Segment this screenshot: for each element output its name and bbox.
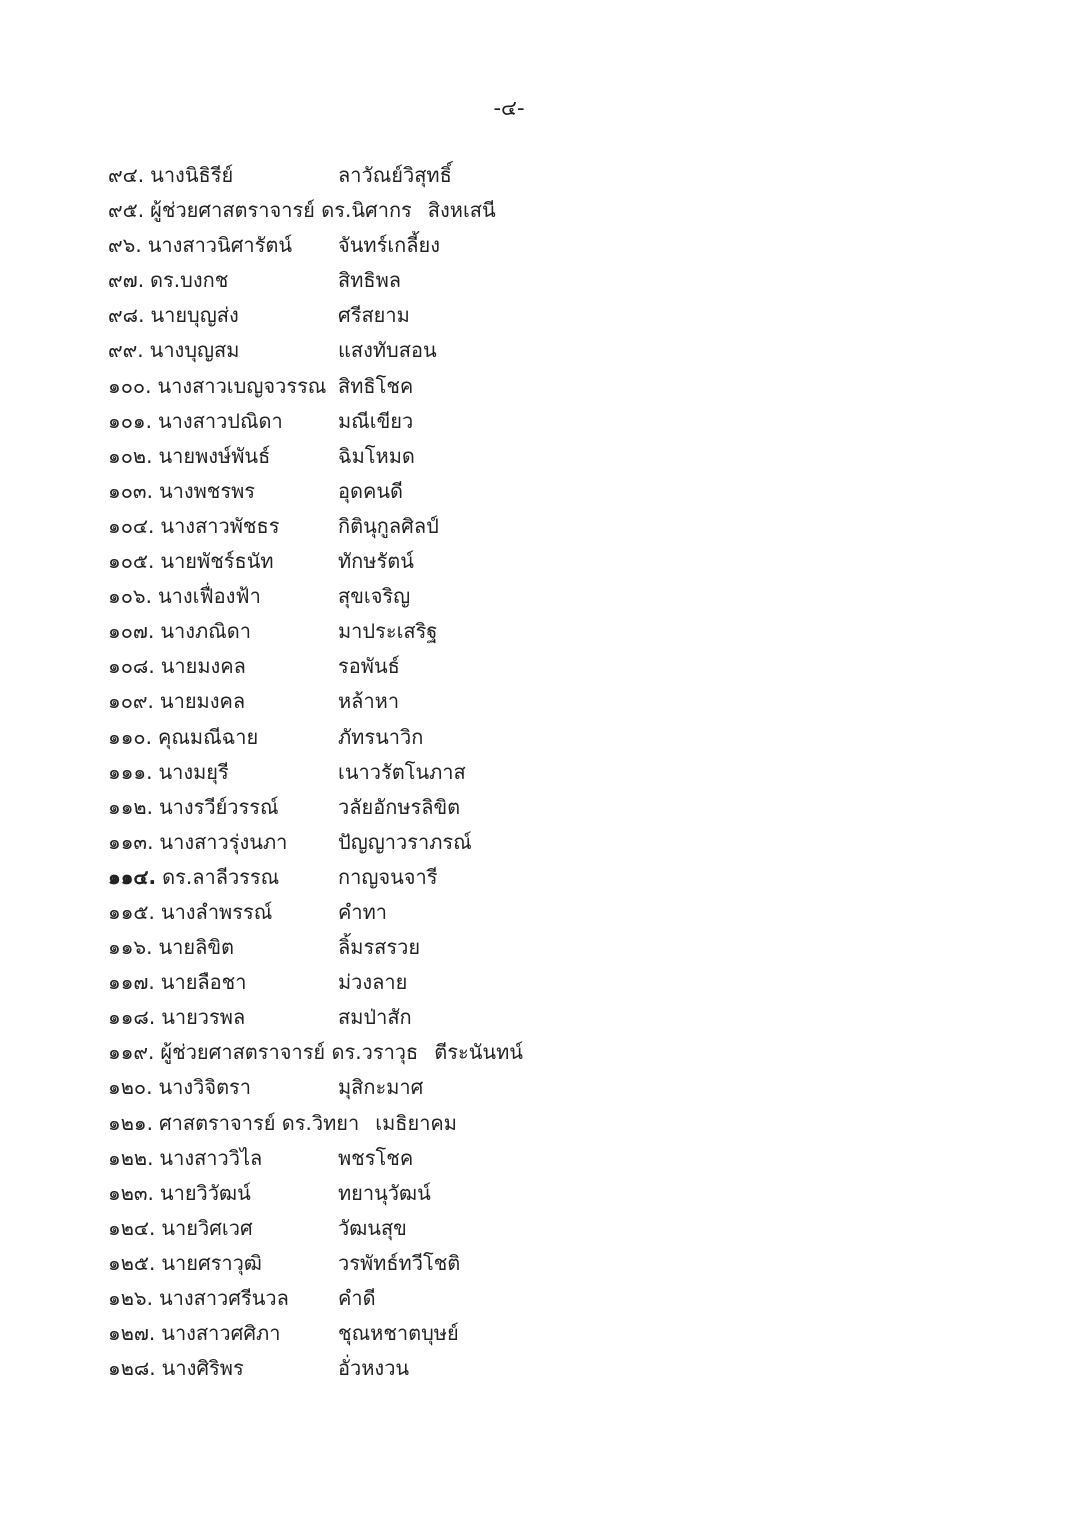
surname: ทยานุวัฒน์ [338, 1180, 431, 1205]
list-item [108, 193, 523, 228]
surname: แสงทับสอน [338, 338, 437, 363]
item-number: ๙๕. [108, 198, 145, 223]
given-name: นายวรพล [161, 1005, 246, 1030]
list-item [108, 614, 523, 649]
surname: วัฒนสุข [338, 1215, 407, 1240]
list-item [108, 930, 523, 965]
given-name: นายพงษ์พันธ์ [158, 443, 271, 468]
list-item [108, 1176, 523, 1211]
list-item [108, 965, 523, 1000]
given-name: นายวิศเวศ [161, 1215, 253, 1240]
list-item [108, 579, 523, 614]
given-name: นางสาวรุ่งนภา [159, 829, 288, 854]
item-number: ๑๑๗. [108, 970, 155, 995]
item-number: ๑๒๕. [108, 1250, 156, 1275]
given-name: นางสาวนิศารัตน์ [147, 233, 293, 258]
given-name: นายลิขิต [158, 935, 234, 960]
surname: ฉิมโหมด [338, 443, 415, 468]
surname: เนาวรัตโนภาส [338, 759, 466, 784]
surname: ม่วงลาย [338, 970, 408, 995]
item-number: ๑๐๙. [108, 689, 154, 714]
item-number: ๑๑๔. [108, 864, 157, 889]
surname: สุขเจริญ [338, 584, 411, 609]
given-name: นางบุญสม [149, 338, 240, 363]
item-number: ๑๐๕. [108, 549, 155, 574]
surname: จันทร์เกลี้ยง [338, 233, 441, 258]
given-name: นายมงคล [160, 654, 246, 679]
list-item [108, 720, 523, 755]
list-item [108, 1316, 523, 1351]
given-name: นายบุญส่ง [150, 303, 239, 328]
list-item [108, 1211, 523, 1246]
list-item [108, 1035, 523, 1070]
given-name: นายมงคล [159, 689, 246, 714]
surname: คำดี [338, 1286, 376, 1310]
item-number: ๑๐๗. [108, 619, 155, 644]
item-number: ๑๐๔. [108, 513, 155, 538]
list-item [108, 228, 523, 263]
list-item [108, 298, 523, 333]
given-name: นางสาววิไล [159, 1145, 263, 1170]
surname: สมป่าสัก [338, 1005, 412, 1030]
item-number: ๑๑๕. [108, 899, 155, 924]
surname: ลาวัณย์วิสุทธิ์ [338, 163, 452, 187]
list-item [108, 1000, 523, 1035]
item-number: ๑๒๑. [108, 1110, 153, 1135]
given-name: นางสาวเบญจวรรณ [157, 373, 327, 398]
surname: ศรีสยาม [338, 303, 410, 328]
given-name: นายศราวุฒิ [161, 1250, 262, 1275]
item-number: ๑๑๒. [108, 794, 153, 819]
item-number: ๙๔. [108, 163, 145, 187]
given-name: นางนิธิรีย์ [150, 163, 234, 187]
given-name: คุณมณีฉาย [157, 724, 259, 749]
given-name: ผู้ช่วยศาสตราจารย์ ดร.นิศากร [150, 198, 412, 223]
list-item [108, 158, 523, 193]
surname: อุดคนดี [338, 478, 404, 503]
list-item [108, 404, 523, 439]
item-number: ๙๙. [108, 338, 144, 363]
list-item [108, 369, 523, 404]
surname: ชุณหชาตบุษย์ [338, 1321, 459, 1346]
given-name: นายวิวัฒน์ [159, 1180, 251, 1205]
item-number: ๑๐๘. [108, 654, 155, 679]
list-item [108, 1281, 523, 1316]
given-name: นางสาวศรีนวล [158, 1286, 289, 1310]
surname: คำทา [338, 899, 388, 924]
item-number: ๑๑๘. [108, 1005, 156, 1030]
given-name: นางรวีย์วรรณ์ [158, 794, 279, 819]
item-number: ๑๑๑. [108, 759, 153, 784]
given-name: นางสาวศศิภา [161, 1321, 281, 1346]
list-item [108, 439, 523, 474]
item-number: ๑๐๐. [108, 373, 152, 398]
surname: กิตินุกูลศิลป์ [338, 513, 439, 538]
item-number: ๑๒๐. [108, 1075, 153, 1100]
given-name: นางพชรพร [158, 478, 256, 503]
item-number: ๑๑๙. [108, 1040, 155, 1065]
item-number: ๑๐๒. [108, 443, 153, 468]
surname: ตีระนันทน์ [434, 1040, 523, 1065]
surname: วรพัทธ์ทวีโชติ [338, 1250, 461, 1275]
list-item [108, 1351, 523, 1386]
item-number: ๑๒๔. [108, 1215, 156, 1240]
list-item [108, 790, 523, 825]
given-name: นางวิจิตรา [158, 1075, 252, 1100]
list-item [108, 895, 523, 930]
item-number: ๑๒๒. [108, 1145, 154, 1170]
given-name: นางมยุรี [158, 759, 229, 784]
page-number: -๔- [493, 96, 525, 120]
list-item [108, 684, 523, 719]
surname: มณีเขียว [338, 408, 414, 433]
item-number: ๑๐๑. [108, 408, 152, 433]
item-number: ๑๒๖. [108, 1286, 153, 1310]
list-item [108, 755, 523, 790]
given-name: นายพัชร์ธนัท [160, 549, 274, 574]
item-number: ๑๑๓. [108, 829, 154, 854]
list-item [108, 649, 523, 684]
item-number: ๙๗. [108, 268, 145, 293]
item-number: ๑๑๐. [108, 724, 152, 749]
given-name: นางศิริพร [161, 1356, 244, 1381]
given-name: ผู้ช่วยศาสตราจารย์ ดร.วราวุธ [160, 1040, 419, 1065]
item-number: ๙๖. [108, 233, 142, 258]
name-list [108, 158, 523, 1386]
item-number: ๑๐๖. [108, 584, 152, 609]
surname: สิงหเสนี [427, 198, 496, 223]
item-number: ๑๑๖. [108, 935, 153, 960]
surname: รอพันธ์ [338, 654, 400, 679]
list-item [108, 509, 523, 544]
surname: อั่วหงวน [338, 1356, 410, 1381]
surname: วลัยอักษรลิขิต [338, 794, 461, 819]
surname: ลิ้มรสรวย [338, 935, 421, 960]
given-name: นางสาวปณิดา [157, 408, 283, 433]
surname: สิทธิพล [338, 268, 402, 293]
list-item [108, 1106, 523, 1141]
surname: พชรโชค [338, 1145, 414, 1170]
item-number: ๑๒๓. [108, 1180, 154, 1205]
surname: หล้าหา [338, 689, 400, 714]
item-number: ๑๒๗. [108, 1321, 156, 1346]
surname: มุสิกะมาศ [338, 1075, 424, 1100]
surname: สิทธิโชค [338, 373, 414, 398]
list-item [108, 825, 523, 860]
item-number: ๑๐๓. [108, 478, 153, 503]
item-number: ๑๒๘. [108, 1356, 156, 1381]
list-item [108, 263, 523, 298]
given-name: นายลือชา [160, 970, 247, 995]
surname: ทักษรัตน์ [338, 549, 414, 574]
surname: เมธิยาคม [375, 1110, 457, 1135]
given-name: นางภณิดา [160, 619, 251, 644]
given-name: นางสาวพัชธร [160, 513, 280, 538]
given-name: ศาสตราจารย์ ดร.วิทยา [158, 1110, 360, 1135]
surname: มาประเสริฐ [338, 619, 438, 644]
list-item [108, 860, 523, 895]
list-item [108, 544, 523, 579]
list-item [108, 1141, 523, 1176]
surname: ภัทรนาวิก [338, 724, 424, 749]
list-item [108, 1070, 523, 1105]
list-item [108, 1246, 523, 1281]
given-name: นางลำพรรณ์ [160, 899, 273, 924]
surname: กาญจนจารี [338, 864, 438, 889]
given-name: ดร.ลาลีวรรณ [162, 864, 280, 889]
item-number: ๙๘. [108, 303, 145, 328]
given-name: นางเฟื่องฟ้า [157, 584, 261, 609]
list-item [108, 474, 523, 509]
surname: ปัญญาวราภรณ์ [338, 829, 472, 854]
list-item [108, 333, 523, 368]
given-name: ดร.บงกช [150, 268, 229, 293]
